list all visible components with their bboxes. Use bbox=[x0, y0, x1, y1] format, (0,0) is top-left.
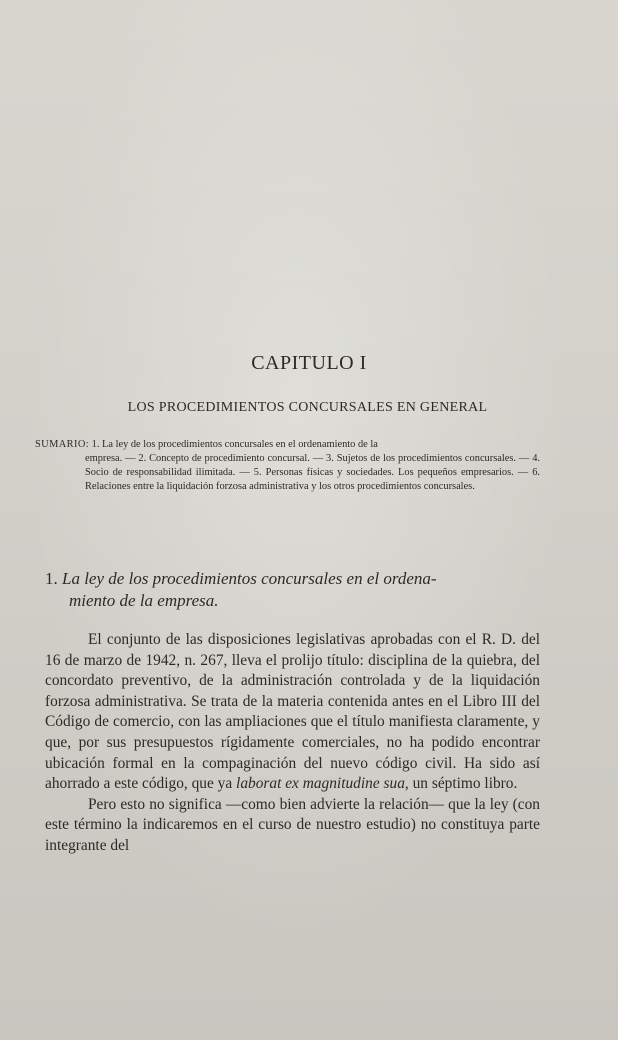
body-text bbox=[45, 630, 540, 857]
section-title-line1: La ley de los procedimientos concursales en el ordena- bbox=[62, 569, 437, 588]
paragraph-2: Pero esto no significa —como bien advierte la relación— que la ley (con este término la indicaremos en el curso de nuestro estudio) no constituya parte integrante del bbox=[45, 795, 540, 854]
paragraph-1 bbox=[45, 630, 540, 795]
paragraph-1-latin-phrase: laborat ex magnitudine sua bbox=[236, 775, 405, 793]
chapter-subtitle: LOS PROCEDIMIENTOS CONCURSALES EN GENERAL bbox=[127, 400, 488, 415]
paragraph-1-end: , un séptimo libro. bbox=[404, 775, 518, 793]
chapter-summary bbox=[35, 438, 540, 494]
summary-items: empresa. — 2. Concepto de procedimiento concursal. — 3. Sujetos de los procedimientos concursales. — 4. Socio de responsabilidad ilimitada. — 5. Personas físicas y sociedades. Los pequeños empresarios. — 6. Relaciones entre la liquidación forzosa administrativa y los otros procedimientos concursales. bbox=[85, 453, 540, 492]
section-heading bbox=[45, 568, 545, 612]
summary-label: SUMARIO: bbox=[35, 439, 90, 450]
chapter-title: CAPITULO I bbox=[251, 352, 367, 374]
section-title-line2: miento de la empresa. bbox=[69, 591, 219, 610]
section-number: 1. bbox=[45, 569, 58, 588]
summary-first-line: 1. La ley de los procedimientos concursales en el ordenamiento de la bbox=[91, 439, 378, 450]
paragraph-1-text: El conjunto de las disposiciones legislativas aprobadas con el R. D. del 16 de marzo de 1942, n. 267, lleva el prolijo título: disciplina de la quiebra, del concordato preventivo, de la administración controlada y de la liquidación forzosa administrativa. Se trata de la materia contenida antes en el Libro III del Código de comercio, con las ampliaciones que el título manifiesta claramente, y que, por sus presupuestos rígidamente comerciales, no ha podido encontrar ubicación formal en la compaginación del nuevo código civil. Ha sido así ahorrado a este código, que ya bbox=[45, 631, 540, 793]
